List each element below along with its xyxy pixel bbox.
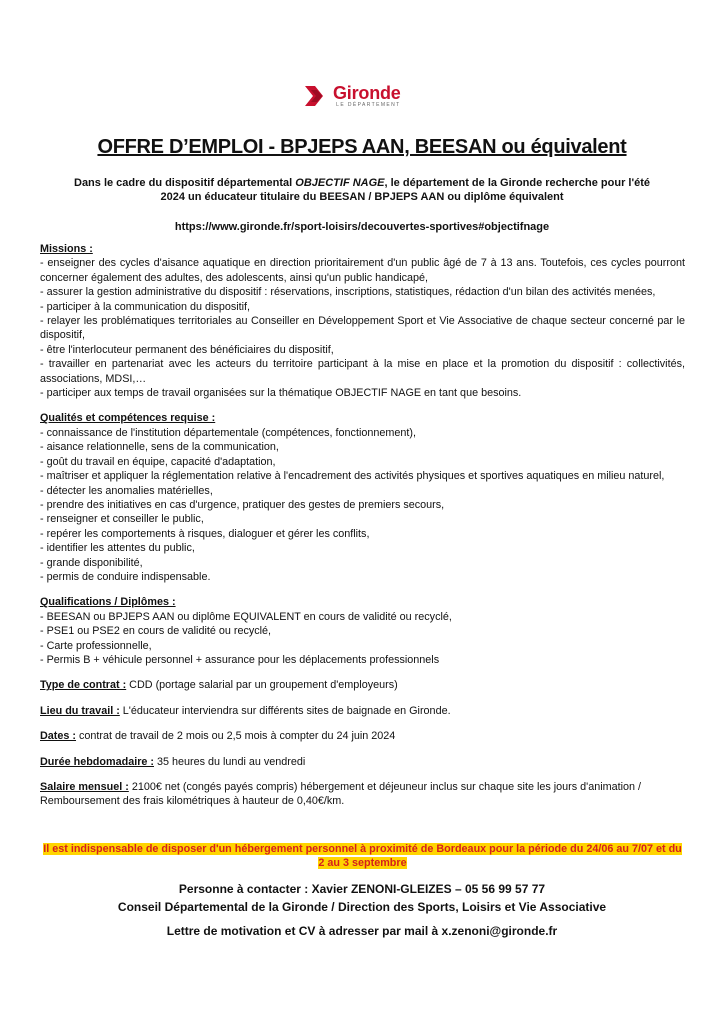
contact-organization: Conseil Départemental de la Gironde / Direction des Sports, Loisirs et Vie Associative — [117, 900, 607, 914]
detail-label: Salaire mensuel : — [40, 781, 129, 793]
list-item: - prendre des initiatives en cas d'urgence, pratiquer des gestes de premiers secours, — [40, 498, 445, 511]
intro-after: , le département de la Gironde recherche pour l'été 2024 un éducateur titulaire du BEESAN / BPJEPS AAN ou diplôme équivalent — [160, 177, 650, 203]
list-item: - Permis B + véhicule personnel + assurance pour les déplacements professionnels — [40, 653, 440, 666]
list-item: - grande disponibilité, — [40, 556, 143, 569]
detail-value: L'éducateur interviendra sur différents sites de baignade en Gironde. — [119, 704, 451, 717]
list-item: - identifier les attentes du public, — [40, 542, 195, 555]
list-item: - participer à la communication du dispositif, — [40, 300, 251, 313]
intro-program: OBJECTIF NAGE — [295, 177, 385, 189]
list-item: - goût du travail en équipe, capacité d'adaptation, — [40, 455, 276, 468]
application-text: Lettre de motivation et CV à adresser par mail à — [166, 924, 442, 938]
list-item: - être l'interlocuteur permanent des bénéficiaires du dispositif, — [40, 343, 334, 356]
section-missions — [40, 242, 685, 400]
section-heading: Missions : — [40, 243, 93, 255]
list-item: - relayer les problématiques territoriales au Conseiller en Développement Sport et Vie Associative de chaque secteur concerné par le dispositif, — [40, 315, 685, 342]
detail-value: 35 heures du lundi au vendredi — [154, 755, 306, 768]
intro-paragraph — [70, 176, 654, 204]
detail-contract-type — [40, 678, 685, 692]
section-qualities — [40, 411, 685, 584]
section-qualifications — [40, 595, 685, 667]
list-item: - Carte professionnelle, — [40, 639, 152, 652]
list-item: - assurer la gestion administrative du dispositif : réservations, inscriptions, statistiques, rédaction d'un bilan des activités menées, — [40, 286, 656, 299]
program-url[interactable]: https://www.gironde.fr/sport-loisirs/decouvertes-sportives#objectifnage — [174, 221, 550, 233]
list-item: - PSE1 ou PSE2 en cours de validité ou recyclé, — [40, 625, 272, 638]
list-item: - connaissance de l'institution départementale (compétences, fonctionnement), — [40, 426, 416, 439]
detail-work-location — [40, 704, 685, 718]
list-item: - renseigner et conseiller le public, — [40, 513, 204, 526]
detail-label: Durée hebdomadaire : — [40, 755, 154, 768]
detail-label: Dates : — [40, 730, 77, 743]
application-email[interactable]: x.zenoni@gironde.fr — [441, 924, 558, 938]
list-item: - BEESAN ou BPJEPS AAN ou diplôme EQUIVALENT en cours de validité ou recyclé, — [40, 610, 452, 623]
list-item: - détecter les anomalies matérielles, — [40, 484, 213, 497]
detail-weekly-hours — [40, 755, 685, 769]
housing-notice-text: Il est indispensable de disposer d'un hébergement personnel à proximité de Bordeaux pour la période du 24/06 au 7/07 et du 2 au 3 septembre — [43, 843, 682, 869]
list-item: - travailler en partenariat avec les acteurs du territoire participant à la mise en place et la promotion du dispositif : collectivités, associations, MDSI,… — [40, 358, 685, 385]
list-item: - maîtriser et appliquer la réglementation relative à l'encadrement des activités physiques et sportives aquatiques en milieu naturel, — [40, 470, 665, 483]
detail-value: 2100€ net (congés payés compris) hébergement et déjeuneur inclus sur chaque site les jours d'animation / Remboursement des frais kilométriques à hauteur de 0,40€/km. — [40, 781, 642, 808]
section-heading: Qualités et compétences requise : — [40, 412, 216, 425]
detail-dates — [40, 729, 685, 743]
detail-value: contrat de travail de 2 mois ou 2,5 mois à compter du 24 juin 2024 — [76, 730, 396, 743]
offer-content — [40, 242, 685, 820]
list-item: - aisance relationnelle, sens de la communication, — [40, 441, 279, 454]
contact-person: Personne à contacter : Xavier ZENONI-GLEIZES – 05 56 99 57 77 — [178, 882, 546, 896]
housing-notice — [40, 842, 685, 870]
list-item: - permis de conduire indispensable. — [40, 570, 211, 583]
logo-subtitle: LE DÉPARTEMENT — [336, 102, 401, 108]
intro-before: Dans le cadre du dispositif départemental — [74, 177, 296, 189]
contact-block — [40, 880, 684, 916]
detail-label: Type de contrat : — [40, 679, 127, 692]
detail-salary — [40, 780, 685, 809]
logo-name: Gironde — [333, 83, 401, 103]
gironde-mark-icon — [303, 84, 329, 108]
list-item: - enseigner des cycles d'aisance aquatique en direction prioritairement d'un public âgé de 7 à 13 ans. Toutefois, ces cycles pourront concerner également des adultes, des adolescents, ainsi qu'un public handicapé, — [40, 257, 685, 284]
section-heading: Qualifications / Diplômes : — [40, 596, 176, 609]
detail-label: Lieu du travail : — [40, 704, 120, 717]
detail-value: CDD (portage salarial par un groupement d'employeurs) — [126, 679, 398, 692]
gironde-logo — [303, 84, 401, 108]
list-item: - participer aux temps de travail organisées sur la thématique OBJECTIF NAGE en tant que besoins. — [40, 387, 522, 400]
application-line — [40, 924, 684, 938]
page-title: OFFRE D’EMPLOI - BPJEPS AAN, BEESAN ou équivalent — [97, 136, 627, 158]
list-item: - repérer les comportements à risques, dialoguer et gérer les conflits, — [40, 527, 370, 540]
